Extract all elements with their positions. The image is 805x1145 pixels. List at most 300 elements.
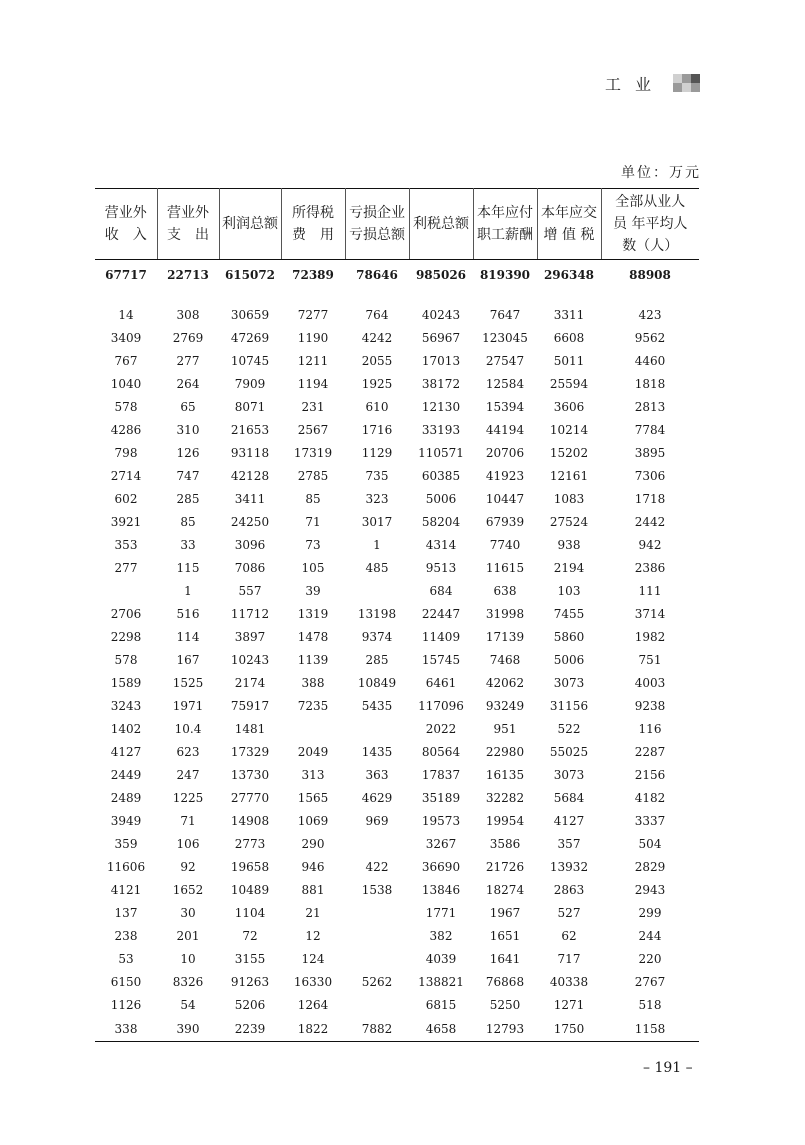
table-cell: 638 [493,584,517,598]
table-cell: 13932 [549,860,589,874]
table-cell: 73 [305,538,321,552]
table-cell: 5250 [489,998,521,1012]
table-cell: 7455 [553,607,585,621]
table-cell: 36690 [421,860,461,874]
table-row [95,833,699,856]
checkerboard-icon [673,74,703,94]
table-cell: 5011 [553,354,585,368]
table-cell: 522 [557,722,581,736]
table-row [95,1017,699,1042]
table-cell: 338 [95,1017,157,1042]
table-cell: 9513 [425,561,457,575]
table-cell: 1402 [110,722,142,736]
table-cell: 602 [114,492,138,506]
column-header: 亏损企业 亏损总额 [345,189,409,260]
table-cell: 117096 [418,699,464,713]
table-cell: 42128 [230,469,270,483]
statistics-table [95,188,699,1042]
table-cell: 6150 [110,975,142,989]
table-row [95,971,699,994]
table-cell: 30 [180,906,196,920]
table-cell: 40243 [421,308,461,322]
table-cell: 2943 [634,883,666,897]
table-cell: 12130 [421,400,461,414]
table-cell [345,718,409,741]
table-cell: 11712 [230,607,270,621]
table-cell: 19658 [230,860,270,874]
table-cell: 9238 [634,699,666,713]
table-cell: 1478 [297,630,329,644]
table-cell: 3155 [234,952,266,966]
table-cell: 2489 [110,791,142,805]
table-cell: 75917 [230,699,270,713]
table-cell: 516 [176,607,200,621]
table-cell: 2239 [219,1017,281,1042]
table-row [95,695,699,718]
table-cell: 5206 [234,998,266,1012]
table-cell: 2449 [110,768,142,782]
table-cell: 1083 [553,492,585,506]
table-cell: 353 [114,538,138,552]
table-cell: 238 [114,929,138,943]
table-cell: 3895 [634,446,666,460]
table-cell: 4314 [425,538,457,552]
table-cell: 308 [176,308,200,322]
table-row [95,488,699,511]
table-cell: 91263 [230,975,270,989]
table-cell: 1139 [297,653,329,667]
table-row [95,327,699,350]
table-cell: 12 [305,929,321,943]
table-cell: 92 [180,860,196,874]
table-cell: 310 [176,423,200,437]
table-cell: 4127 [110,745,142,759]
column-header: 利润总额 [219,189,281,260]
table-cell: 62 [561,929,577,943]
table-cell: 7235 [297,699,329,713]
table-cell: 4460 [634,354,666,368]
table-cell: 4039 [425,952,457,966]
table-cell: 3409 [110,331,142,345]
table-cell: 17837 [421,768,461,782]
table-cell: 2863 [553,883,585,897]
table-row [95,649,699,672]
table-cell: 9562 [634,331,666,345]
table-cell: 14 [118,308,134,322]
table-cell [345,948,409,971]
table-cell: 1525 [172,676,204,690]
table-cell: 244 [638,929,662,943]
table-body [95,260,699,1042]
table-cell [281,718,345,741]
table-cell: 7784 [634,423,666,437]
table-cell: 1652 [172,883,204,897]
table-cell: 138821 [418,975,464,989]
table-cell: 299 [638,906,662,920]
table-cell: 85 [180,515,196,529]
table-cell: 1971 [172,699,204,713]
table-cell: 985026 [415,267,467,282]
table-cell: 72 [242,929,258,943]
table-cell: 3267 [425,837,457,851]
table-cell: 30659 [230,308,270,322]
table-cell: 27524 [549,515,589,529]
table-cell: 969 [365,814,389,828]
table-cell: 33193 [421,423,461,437]
table-cell: 16330 [293,975,333,989]
table-cell: 264 [176,377,200,391]
table-cell: 623 [176,745,200,759]
table-cell: 290 [301,837,325,851]
table-cell: 8326 [172,975,204,989]
table-row [95,304,699,327]
table-cell: 735 [365,469,389,483]
table-cell: 4658 [409,1017,473,1042]
table-row [95,396,699,419]
table-cell: 32282 [485,791,525,805]
table-cell: 527 [557,906,581,920]
table-cell: 3337 [634,814,666,828]
table-cell: 1718 [634,492,666,506]
table-cell: 1264 [297,998,329,1012]
table-cell: 1822 [281,1017,345,1042]
table-cell: 4121 [110,883,142,897]
table-cell: 3606 [553,400,585,414]
table-cell: 21726 [485,860,525,874]
table-row [95,741,699,764]
table-cell: 111 [638,584,662,598]
table-cell: 1211 [297,354,329,368]
table-cell: 4182 [634,791,666,805]
table-cell: 7909 [234,377,266,391]
table-row [95,419,699,442]
table-cell: 1435 [361,745,393,759]
table-cell: 2022 [425,722,457,736]
table-cell: 40338 [549,975,589,989]
table-cell: 41923 [485,469,525,483]
table-cell: 88908 [629,267,671,282]
table-cell: 78646 [356,267,398,282]
table-cell: 2287 [634,745,666,759]
table-row [95,373,699,396]
table-cell: 11606 [106,860,146,874]
table-row [95,350,699,373]
table-cell: 71 [180,814,196,828]
table-cell: 71 [305,515,321,529]
table-cell: 2194 [553,561,585,575]
table-cell: 2767 [634,975,666,989]
table-cell: 247 [176,768,200,782]
table-cell: 126 [176,446,200,460]
table-header-row [95,189,699,260]
table-cell: 5262 [361,975,393,989]
table-cell: 578 [114,400,138,414]
table-row [95,718,699,741]
table-cell: 819390 [479,267,531,282]
table-cell: 220 [638,952,662,966]
table-cell: 3311 [553,308,585,322]
table-cell: 114 [176,630,200,644]
table-cell: 47269 [230,331,270,345]
table-cell: 123045 [482,331,528,345]
table-cell: 2813 [634,400,666,414]
column-header: 利税总额 [409,189,473,260]
table-cell: 116 [638,722,662,736]
table-cell: 25594 [549,377,589,391]
table-cell: 76868 [485,975,525,989]
table-cell: 5006 [553,653,585,667]
table-cell: 13730 [230,768,270,782]
table-cell: 3714 [634,607,666,621]
table-cell: 3921 [110,515,142,529]
table-cell: 85 [305,492,321,506]
table-cell: 1 [184,584,192,598]
table-cell: 17329 [230,745,270,759]
table-cell: 10243 [230,653,270,667]
table-cell: 1 [373,538,381,552]
table-cell: 14908 [230,814,270,828]
table-cell: 44194 [485,423,525,437]
table-cell: 2442 [634,515,666,529]
table-cell: 10214 [549,423,589,437]
table-cell: 1481 [234,722,266,736]
table-cell: 35189 [421,791,461,805]
table-cell: 93118 [230,446,270,460]
table-cell: 3243 [110,699,142,713]
table-cell: 124 [301,952,325,966]
table-cell [345,902,409,925]
table-cell: 946 [301,860,325,874]
table-cell: 67939 [485,515,525,529]
column-header: 营业外 收 入 [95,189,157,260]
page-number: – 191 – [643,1060,693,1076]
table-cell [345,925,409,948]
table-cell: 1158 [601,1017,699,1042]
table-cell: 9374 [361,630,393,644]
table-cell: 2298 [110,630,142,644]
table-cell: 1319 [297,607,329,621]
table-cell: 7086 [234,561,266,575]
table-cell: 422 [365,860,389,874]
unit-label: 单位：万元 [621,165,701,181]
table-cell: 285 [176,492,200,506]
table-cell: 1641 [489,952,521,966]
table-cell: 2567 [297,423,329,437]
table-cell: 2156 [634,768,666,782]
column-header: 本年应付 职工薪酬 [473,189,537,260]
table-cell: 951 [493,722,517,736]
column-header: 全部从业人 员 年平均人 数（人） [601,189,699,260]
table-cell: 798 [114,446,138,460]
table-cell: 7277 [297,308,329,322]
table-cell: 390 [157,1017,219,1042]
table-cell: 504 [638,837,662,851]
table-cell: 5860 [553,630,585,644]
table-cell [345,994,409,1017]
table-cell: 2706 [110,607,142,621]
table-total-row [95,260,699,289]
table-cell: 3411 [234,492,266,506]
table-cell: 27547 [485,354,525,368]
table-cell: 2773 [234,837,266,851]
table-cell: 42062 [485,676,525,690]
table-cell: 1190 [297,331,329,345]
table-cell: 323 [365,492,389,506]
table-cell: 7468 [489,653,521,667]
table-cell: 3017 [361,515,393,529]
table-cell: 1967 [489,906,521,920]
table-row [95,534,699,557]
table-cell: 747 [176,469,200,483]
table-cell: 1126 [110,998,142,1012]
table-cell: 2049 [297,745,329,759]
table-cell: 1750 [537,1017,601,1042]
table-cell: 296348 [543,267,595,282]
table-cell: 80564 [421,745,461,759]
table-row [95,856,699,879]
table-cell: 22447 [421,607,461,621]
table-cell: 615072 [224,267,276,282]
table-cell: 7740 [489,538,521,552]
table-cell: 277 [114,561,138,575]
table-row [95,557,699,580]
table-cell: 3073 [553,768,585,782]
table-cell: 22713 [167,267,209,282]
table-cell: 110571 [418,446,464,460]
table-cell: 684 [429,584,453,598]
table-cell: 1818 [634,377,666,391]
table-cell: 1040 [110,377,142,391]
table-cell: 1651 [489,929,521,943]
table-cell: 27770 [230,791,270,805]
table-cell: 1716 [361,423,393,437]
table-cell: 115 [176,561,200,575]
table-cell [95,580,157,603]
table-cell: 423 [638,308,662,322]
table-cell: 137 [114,906,138,920]
table-row [95,994,699,1017]
table-cell: 610 [365,400,389,414]
table-cell: 285 [365,653,389,667]
table-cell: 6815 [425,998,457,1012]
table-row [95,925,699,948]
table-cell: 1104 [234,906,266,920]
table-row [95,626,699,649]
table-row [95,879,699,902]
table-cell: 313 [301,768,325,782]
table-cell: 7882 [345,1017,409,1042]
table-cell: 38172 [421,377,461,391]
table-cell: 2174 [234,676,266,690]
table-cell: 58204 [421,515,461,529]
table-cell: 18274 [485,883,525,897]
table-cell: 382 [429,929,453,943]
table-cell: 31998 [485,607,525,621]
table-cell: 5684 [553,791,585,805]
table-cell: 4242 [361,331,393,345]
table-cell: 53 [118,952,134,966]
table-cell: 17013 [421,354,461,368]
table-cell: 19573 [421,814,461,828]
table-cell: 67717 [105,267,147,282]
table-cell: 767 [114,354,138,368]
table-cell: 201 [176,929,200,943]
table-cell: 22980 [485,745,525,759]
table-cell: 359 [114,837,138,851]
table-cell: 16135 [485,768,525,782]
table-cell: 1982 [634,630,666,644]
table-cell: 10849 [357,676,397,690]
table-cell: 3586 [489,837,521,851]
table-cell: 2714 [110,469,142,483]
table-cell [345,580,409,603]
section-title: 工业 [605,75,666,94]
table-cell: 12584 [485,377,525,391]
table-cell: 2386 [634,561,666,575]
table-cell: 1538 [361,883,393,897]
table-cell: 1565 [297,791,329,805]
column-header: 营业外 支 出 [157,189,219,260]
table-cell: 20706 [485,446,525,460]
table-cell: 54 [180,998,196,1012]
table-row [95,810,699,833]
table-cell: 39 [305,584,321,598]
table-cell: 3096 [234,538,266,552]
table-row [95,603,699,626]
section-header [560,72,705,96]
table-cell: 10.4 [174,722,202,736]
table-cell: 557 [238,584,262,598]
table-cell: 10 [180,952,196,966]
table-cell: 13846 [421,883,461,897]
table-cell: 6461 [425,676,457,690]
table-cell: 10489 [230,883,270,897]
table-row [95,442,699,465]
table-cell: 21 [305,906,321,920]
table-cell: 31156 [549,699,589,713]
table-cell: 2769 [172,331,204,345]
table-row [95,672,699,695]
table-cell: 11409 [421,630,461,644]
table-cell: 1069 [297,814,329,828]
table-cell: 55025 [549,745,589,759]
table-row [95,580,699,603]
table-cell: 277 [176,354,200,368]
table-cell: 231 [301,400,325,414]
table-cell: 4629 [361,791,393,805]
table-cell: 17139 [485,630,525,644]
table-cell: 2829 [634,860,666,874]
table-cell: 357 [557,837,581,851]
table-cell: 103 [557,584,581,598]
table-cell: 5435 [361,699,393,713]
table-cell: 388 [301,676,325,690]
table-cell: 518 [638,998,662,1012]
table-cell: 3897 [234,630,266,644]
table-cell: 7306 [634,469,666,483]
table-cell: 8071 [234,400,266,414]
table-cell: 24250 [230,515,270,529]
table-cell: 2785 [297,469,329,483]
table-row [95,787,699,810]
column-header: 本年应交 增 值 税 [537,189,601,260]
table-spacer-row [95,288,699,304]
table-cell: 60385 [421,469,461,483]
table-row [95,465,699,488]
table-cell: 881 [301,883,325,897]
table-cell: 65 [180,400,196,414]
table-cell: 4127 [553,814,585,828]
